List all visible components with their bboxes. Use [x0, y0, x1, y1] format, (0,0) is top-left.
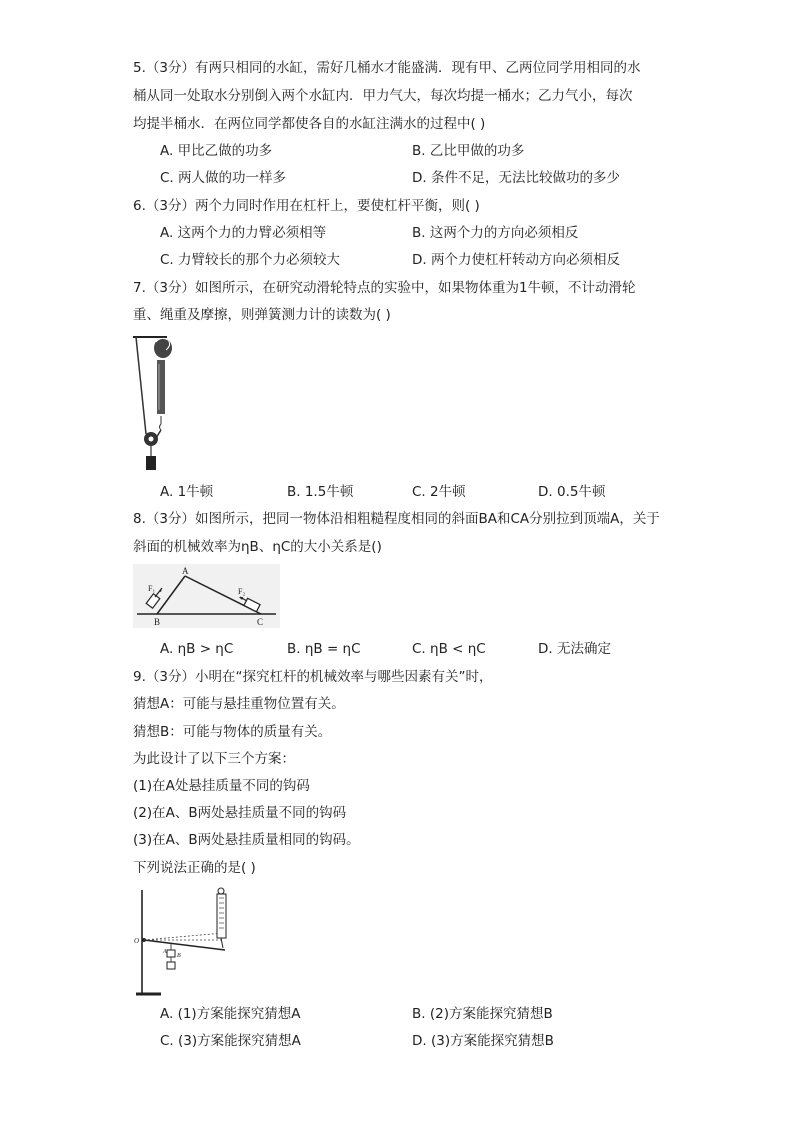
q8-incline-figure: [133, 564, 280, 628]
pivot-label-o: O: [134, 937, 140, 945]
q9-option-c: C. (3)方案能探究猜想A: [160, 1033, 301, 1049]
q9-guess-b: 猜想B：可能与物体的质量有关。: [133, 724, 332, 740]
q7-option-b: B. 1.5牛顿: [287, 484, 354, 500]
q6-option-c: C. 力臂较长的那个力必须较大: [160, 252, 341, 268]
q9-plan-2: (2)在A、B两处悬挂质量不同的钩码: [133, 805, 347, 821]
q9-stem-line1: 9.（3分）小明在“探究杠杆的机械效率与哪些因素有关”时，: [133, 669, 493, 685]
vertex-label-b: B: [154, 617, 161, 627]
q5-option-d: D. 条件不足，无法比较做功的多少: [412, 170, 620, 186]
vertex-label-c: C: [257, 617, 264, 627]
q9-option-a: A. (1)方案能探究猜想A: [160, 1006, 301, 1022]
q8-option-a: A. ηB > ηC: [160, 641, 234, 657]
q7-option-a: A. 1牛顿: [160, 484, 214, 500]
force-label-f2: F₂: [238, 587, 246, 596]
q5-option-b: B. 乙比甲做的功多: [412, 143, 525, 159]
q5-option-a: A. 甲比乙做的功多: [160, 143, 273, 159]
q9-question: 下列说法正确的是( ): [133, 860, 256, 876]
q9-lever-figure: [133, 886, 233, 998]
point-label-a: A: [163, 949, 167, 955]
q9-plans-intro: 为此设计了以下三个方案：: [133, 751, 295, 767]
q7-option-d: D. 0.5牛顿: [538, 484, 606, 500]
q5-option-c: C. 两人做的功一样多: [160, 170, 287, 186]
q8-stem-line1: 8.（3分）如图所示，把同一物体沿相粗糙程度相同的斜面BA和CA分别拉到顶端A，关于: [133, 511, 660, 527]
q5-stem-line3: 均提半桶水．在两位同学都使各自的水缸注满水的过程中( ): [133, 116, 486, 132]
q6-option-a: A. 这两个力的力臂必须相等: [160, 225, 327, 241]
q9-option-d: D. (3)方案能探究猜想B: [412, 1033, 554, 1049]
q5-stem-line1: 5.（3分）有两只相同的水缸，需好几桶水才能盛满．现有甲、乙两位同学用相同的水: [133, 60, 641, 76]
q9-plan-3: (3)在A、B两处悬挂质量相同的钩码。: [133, 832, 360, 848]
q9-plan-1: (1)在A处悬挂质量不同的钩码: [133, 778, 310, 794]
q8-stem-line2: 斜面的机械效率为ηB、ηC的大小关系是(): [133, 539, 382, 555]
q6-stem-line1: 6.（3分）两个力同时作用在杠杆上，要使杠杆平衡，则( ): [133, 198, 480, 214]
point-label-b: B: [177, 953, 181, 959]
q8-option-c: C. ηB < ηC: [412, 641, 486, 657]
q8-option-d: D. 无法确定: [538, 641, 611, 657]
force-label-f1: F₁: [148, 584, 156, 593]
q7-stem-line2: 重、绳重及摩擦，则弹簧测力计的读数为( ): [133, 307, 391, 323]
q5-stem-line2: 桶从同一处取水分别倒入两个水缸内．甲力气大，每次均提一桶水；乙力气小，每次: [133, 88, 633, 104]
q7-pulley-figure: [133, 334, 183, 476]
q6-option-b: B. 这两个力的方向必须相反: [412, 225, 579, 241]
q9-guess-a: 猜想A：可能与悬挂重物位置有关。: [133, 696, 345, 712]
vertex-label-a: A: [182, 566, 189, 576]
q9-option-b: B. (2)方案能探究猜想B: [412, 1006, 553, 1022]
q7-stem-line1: 7.（3分）如图所示，在研究动滑轮特点的实验中，如果物体重为1牛顿，不计动滑轮: [133, 280, 636, 296]
q7-option-c: C. 2牛顿: [412, 484, 466, 500]
q6-option-d: D. 两个力使杠杆转动方向必须相反: [412, 252, 620, 268]
q8-option-b: B. ηB = ηC: [287, 641, 361, 657]
